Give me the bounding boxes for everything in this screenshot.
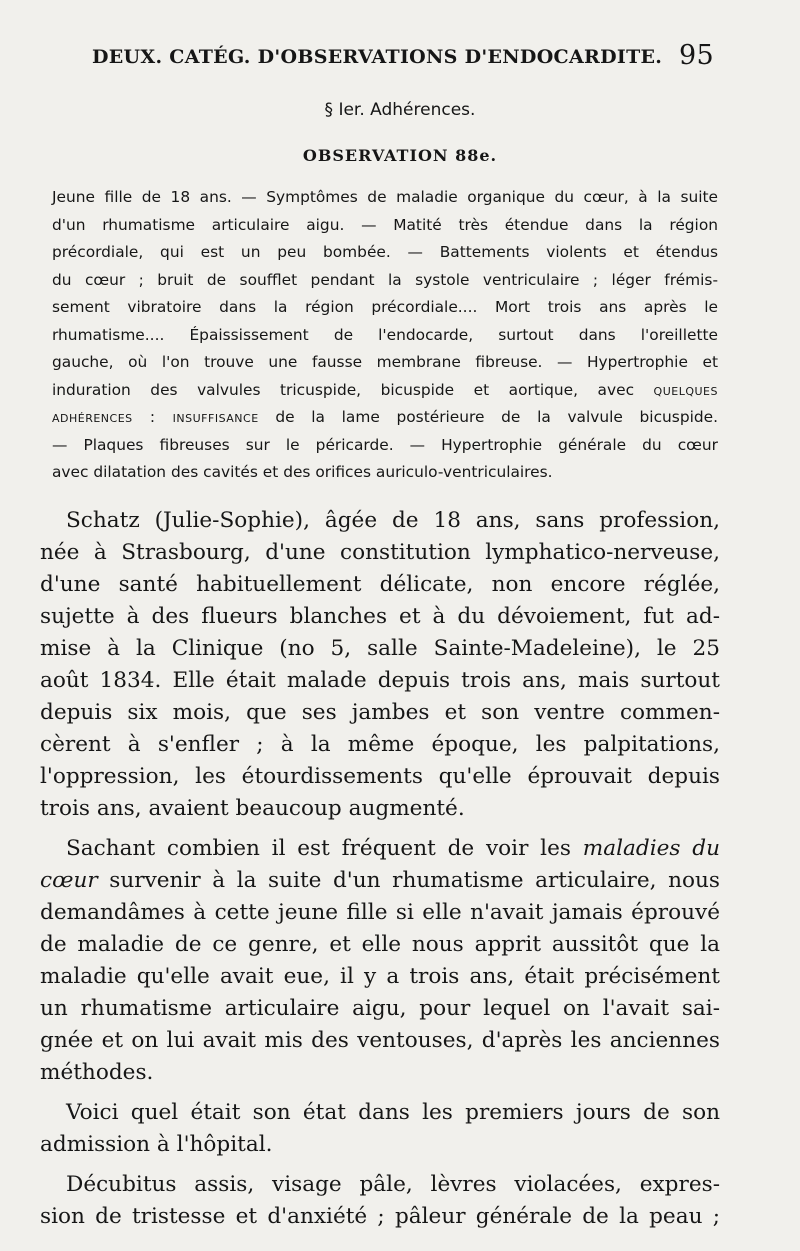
summary-line-text: de la lame postérieure de la valvule bicuspide. [275, 408, 718, 426]
summary-line: avec dilatation des cavités et des orifices auriculo-ventriculaires. [52, 463, 553, 481]
running-head [92, 42, 742, 74]
body-line: née à Strasbourg, d'une constitution lymphatico-nerveuse, [40, 540, 720, 565]
body-text [40, 505, 720, 1233]
paragraph-gap [40, 1089, 720, 1097]
summary-line: du cœur ; bruit de soufflet pendant la systole ventriculaire ; léger frémis- [52, 270, 718, 289]
body-line: sujette à des flueurs blanches et à du dévoiement, fut ad- [40, 604, 720, 629]
summary-small-caps: quelques [653, 380, 718, 399]
body-line-text: survenir à la suite d'un rhumatisme articulaire, nous [109, 868, 720, 893]
observation-title: OBSERVATION 88e. [302, 146, 498, 165]
paragraph-gap [40, 825, 720, 833]
body-italic-text: cœur [40, 868, 98, 893]
paragraph-gap [40, 1161, 720, 1169]
body-line-text: Sachant combien il est fréquent de voir les [66, 836, 571, 861]
body-line: d'une santé habituellement délicate, non encore réglée, [40, 572, 720, 597]
body-line: de maladie de ce genre, et elle nous apprit aussitôt que la [40, 932, 720, 957]
body-line: un rhumatisme articulaire aigu, pour lequel on l'avait sai- [40, 996, 720, 1021]
body-line: maladie qu'elle avait eue, il y a trois ans, était précisément [40, 964, 720, 989]
summary-small-caps: adhérences : insuffisance [52, 408, 259, 426]
body-line: Décubitus assis, visage pâle, lèvres violacées, expres- [66, 1172, 720, 1197]
body-line: méthodes. [40, 1060, 154, 1085]
body-line: août 1834. Elle était malade depuis trois ans, mais surtout [40, 668, 720, 693]
summary-line: rhumatisme.... Épaississement de l'endocarde, surtout dans l'oreillette [52, 325, 718, 344]
body-line: gnée et on lui avait mis des ventouses, d'après les anciennes [40, 1028, 720, 1053]
summary-line: sement vibratoire dans la région précordiale.... Mort trois ans après le [52, 298, 718, 316]
body-line [40, 833, 720, 865]
section-title: § Ier. Adhérences. [324, 100, 476, 120]
summary-line: — Plaques fibreuses sur le péricarde. — Hypertrophie générale du cœur [52, 435, 718, 454]
body-line: trois ans, avaient beaucoup augmenté. [40, 796, 465, 821]
page-number: 95 [679, 40, 714, 71]
body-line: Schatz (Julie-Sophie), âgée de 18 ans, sans profession, [66, 508, 720, 533]
summary-line: gauche, où l'on trouve une fausse membrane fibreuse. — Hypertrophie et [52, 353, 718, 371]
body-line: l'oppression, les étourdissements qu'elle éprouvait depuis [40, 764, 720, 789]
body-line: sion de tristesse et d'anxiété ; pâleur générale de la peau ; [40, 1204, 720, 1229]
body-line: Voici quel était son état dans les premiers jours de son [66, 1100, 720, 1125]
body-line [40, 865, 720, 897]
summary-line [52, 377, 718, 405]
body-line: mise à la Clinique (no 5, salle Sainte-Madeleine), le 25 [40, 636, 720, 661]
body-line: cèrent à s'enfler ; à la même époque, les palpitations, [40, 732, 720, 757]
body-line: depuis six mois, que ses jambes et son ventre commen- [40, 700, 720, 725]
body-line: demandâmes à cette jeune fille si elle n'avait jamais éprouvé [40, 900, 720, 925]
summary-line: Jeune fille de 18 ans. — Symptômes de maladie organique du cœur, à la suite [52, 188, 718, 206]
summary-line-text: induration des valvules tricuspide, bicuspide et aortique, avec [52, 380, 635, 399]
summary-line: d'un rhumatisme articulaire aigu. — Matité très étendue dans la région [52, 215, 718, 234]
running-head-title: DEUX. CATÉG. D'OBSERVATIONS D'ENDOCARDITE. [92, 46, 663, 68]
summary-line [52, 404, 718, 432]
body-line: admission à l'hôpital. [40, 1132, 273, 1157]
summary-line: précordiale, qui est un peu bombée. — Battements violents et étendus [52, 243, 718, 261]
body-italic-text: maladies du [582, 836, 720, 861]
observation-summary [52, 184, 718, 487]
